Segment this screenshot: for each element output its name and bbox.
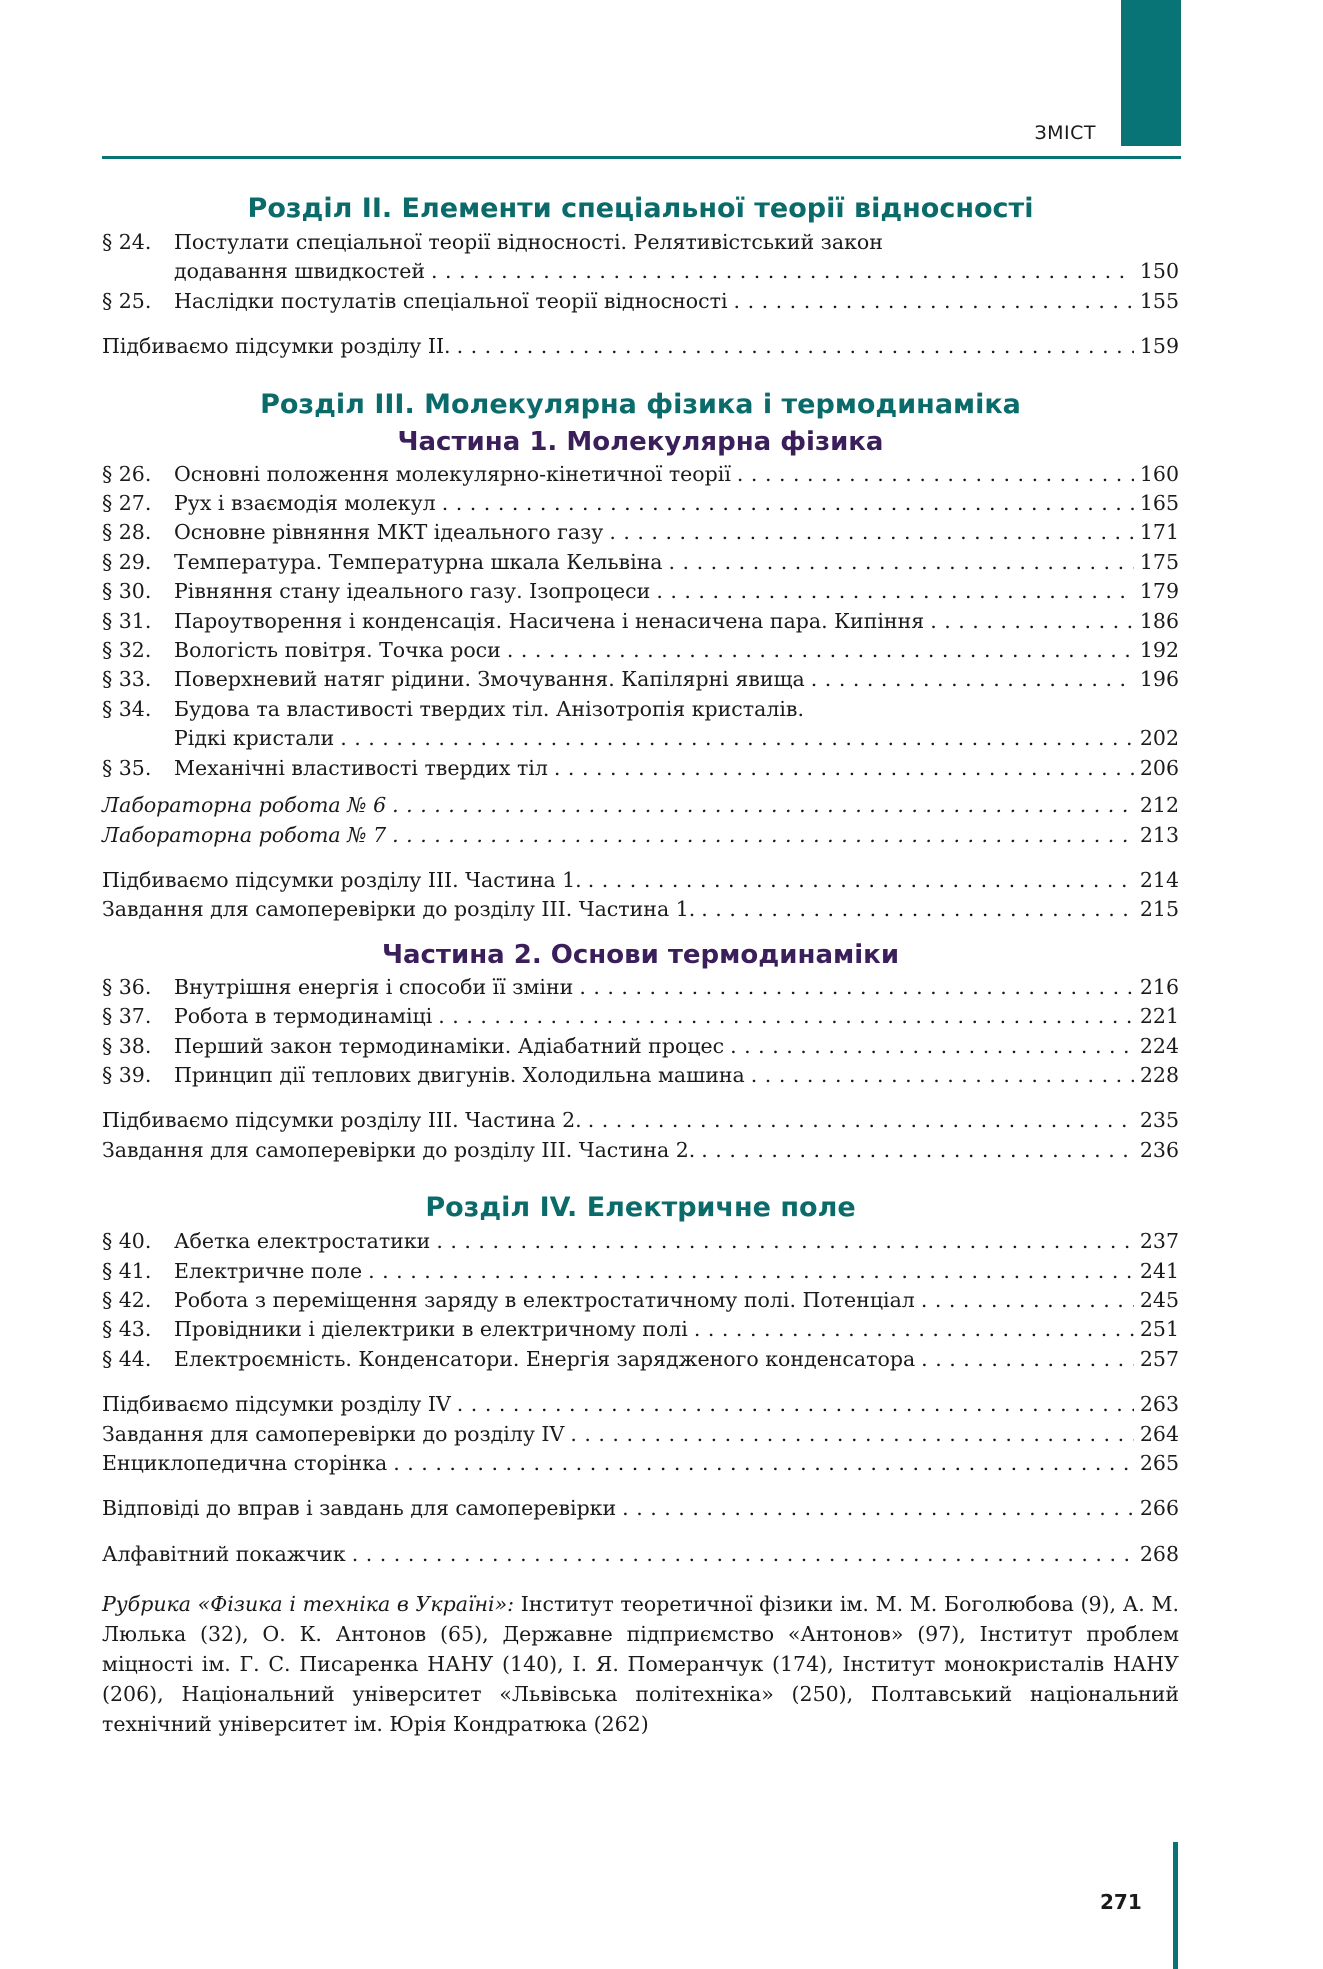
entry-page: 221	[1139, 1004, 1179, 1029]
leader-dots	[811, 665, 1134, 694]
entry-page: 241	[1139, 1258, 1179, 1283]
header-accent-tab	[1121, 0, 1181, 146]
leader-dots	[457, 1390, 1134, 1419]
page-number: 271	[1100, 1890, 1142, 1914]
entry-number: § 41.	[102, 1258, 152, 1283]
toc-entry-answers[interactable]	[102, 1494, 1179, 1523]
entry-page: 186	[1139, 608, 1179, 633]
leader-dots	[431, 257, 1134, 286]
entry-page: 228	[1139, 1062, 1179, 1087]
entry-page: 251	[1139, 1317, 1179, 1342]
leader-dots	[930, 607, 1134, 636]
entry-page: 236	[1139, 1137, 1179, 1162]
toc-entry-index[interactable]	[102, 1540, 1179, 1569]
entry-page: 237	[1139, 1229, 1179, 1254]
entry-number: § 29.	[102, 549, 152, 574]
toc-entry-33[interactable]	[102, 665, 1179, 694]
section-2-title: Розділ ІІ. Елементи спеціальної теорії відносності	[247, 193, 1034, 224]
toc-entry-36[interactable]	[102, 973, 1179, 1002]
leader-dots	[656, 577, 1134, 606]
toc-entry-lab-6[interactable]	[102, 791, 1179, 820]
toc-entry-sum-3-1[interactable]	[102, 866, 1179, 895]
entry-title: Будова та властивості твердих тіл. Анізотропія кристалів.	[174, 696, 804, 721]
leader-dots	[368, 1257, 1134, 1286]
toc-entry-38[interactable]	[102, 1032, 1179, 1061]
entry-page: 235	[1139, 1108, 1179, 1133]
toc-entry-28[interactable]	[102, 518, 1179, 547]
entry-number: § 32.	[102, 638, 152, 663]
rubric-lead: Рубрика «Фізика і техніка в Україні»:	[102, 1592, 515, 1617]
leader-dots	[507, 636, 1134, 665]
entry-title: Відповіді до вправ і завдань для самоперевірки	[102, 1496, 617, 1521]
rubric-paragraph	[102, 1589, 1179, 1739]
entry-number: § 24.	[102, 230, 152, 254]
entry-title: Механічні властивості твердих тіл	[174, 755, 548, 780]
part-1-title: Частина 1. Молекулярна фізика	[397, 426, 884, 457]
entry-title: Електроємність. Конденсатори. Енергія зарядженого конденсатора	[174, 1346, 916, 1371]
entry-number: § 44.	[102, 1346, 152, 1371]
entry-title: Внутрішня енергія і способи її зміни	[174, 974, 574, 999]
leader-dots	[669, 548, 1134, 577]
entry-title: Енциклопедична сторінка	[102, 1451, 388, 1475]
entry-number: § 39.	[102, 1062, 152, 1087]
leader-dots	[340, 724, 1134, 753]
entry-number: § 34.	[102, 696, 152, 721]
leader-dots	[457, 332, 1134, 361]
entry-page: 150	[1139, 259, 1179, 284]
entry-title: Рівняння стану ідеального газу. Ізопроцеси	[174, 579, 651, 604]
toc-entry-27[interactable]	[102, 489, 1179, 518]
toc-entry-35[interactable]	[102, 754, 1179, 783]
entry-title: Рух і взаємодія молекул	[174, 491, 436, 516]
entry-title: Пароутворення і конденсація. Насичена і ненасичена пара. Кипіння	[174, 608, 925, 633]
leader-dots	[588, 866, 1134, 895]
entry-page: 216	[1139, 974, 1179, 999]
leader-dots	[588, 1106, 1134, 1135]
entry-page: 224	[1139, 1033, 1179, 1058]
entry-page: 192	[1139, 638, 1179, 663]
leader-dots	[554, 754, 1134, 783]
toc-entry-test-3-1[interactable]	[102, 895, 1179, 924]
entry-title: Принцип дії теплових двигунів. Холодильна машина	[174, 1062, 745, 1087]
leader-dots	[737, 460, 1134, 489]
entry-page: 215	[1139, 897, 1179, 922]
leader-dots	[694, 1315, 1134, 1344]
entry-number: § 36.	[102, 974, 152, 999]
toc-entry-44[interactable]	[102, 1345, 1179, 1374]
entry-number: § 33.	[102, 667, 152, 692]
entry-title: Робота в термодинаміці	[174, 1004, 433, 1029]
toc-entry-34-cont[interactable]	[102, 724, 1179, 753]
toc-entry-29[interactable]	[102, 548, 1179, 577]
entry-number: § 31.	[102, 608, 152, 633]
entry-number: § 35.	[102, 755, 152, 780]
toc-entry-32[interactable]	[102, 636, 1179, 665]
leader-dots	[392, 791, 1134, 820]
entry-number: § 37.	[102, 1004, 152, 1029]
entry-title: Вологість повітря. Точка роси	[174, 638, 501, 663]
entry-number: § 28.	[102, 520, 152, 545]
entry-title: Лабораторна робота № 7	[102, 822, 387, 847]
toc-entry-test-3-2[interactable]	[102, 1136, 1179, 1165]
entry-number: § 40.	[102, 1229, 152, 1254]
entry-page: 214	[1139, 867, 1179, 892]
entry-page: 206	[1139, 755, 1179, 780]
leader-dots	[701, 895, 1134, 924]
entry-title: Електричне поле	[174, 1258, 363, 1283]
entry-page: 266	[1139, 1496, 1179, 1521]
entry-title: Завдання для самоперевірки до розділу ІІІ. Частина 2.	[102, 1137, 696, 1162]
entry-page: 171	[1139, 520, 1179, 545]
toc-entry-40[interactable]	[102, 1227, 1179, 1256]
toc-entry-24-cont[interactable]	[102, 257, 1179, 286]
toc-entry-42[interactable]	[102, 1286, 1179, 1315]
toc-entry-sum-4[interactable]	[102, 1390, 1179, 1419]
leader-dots	[609, 518, 1134, 547]
entry-page: 159	[1139, 334, 1179, 359]
toc-entry-39[interactable]	[102, 1061, 1179, 1090]
toc-entry-34[interactable]	[102, 695, 1179, 724]
entry-title: Температура. Температурна шкала Кельвіна	[174, 549, 663, 574]
entry-number: § 26.	[102, 461, 152, 486]
leader-dots	[730, 1032, 1134, 1061]
entry-title: Перший закон термодинаміки. Адіабатний процес	[174, 1033, 725, 1058]
entry-number: § 42.	[102, 1287, 152, 1312]
entry-title: Наслідки постулатів спеціальної теорії відносності	[174, 288, 728, 313]
entry-title: Провідники і діелектрики в електричному полі	[174, 1317, 688, 1342]
leader-dots	[734, 287, 1134, 316]
leader-dots	[352, 1540, 1134, 1569]
entry-page: 212	[1139, 793, 1179, 818]
entry-number: § 25.	[102, 288, 152, 313]
entry-page: 196	[1139, 667, 1179, 692]
rubric-body: Інститут теоретичної фізики ім. М. М. Боголюбова (9), А. М. Люлька (32), О. К. Антонов (65), Державне підприємство «Антонов» (97), Інститут проблем міцності ім. Г. С. Писаренка НАНУ (140), І. Я. Померанчук (174), Інститут монокристалів НАНУ (206), Національний університет «Львівська політехніка» (250), Полтавський національний технічний університет ім. Юрія Кондратюка (262)	[102, 1592, 1179, 1737]
leader-dots	[436, 1227, 1134, 1256]
leader-dots	[622, 1494, 1134, 1523]
toc-entry-26[interactable]	[102, 460, 1179, 489]
toc-entry-sum-2[interactable]	[102, 332, 1179, 361]
entry-page: 265	[1139, 1451, 1179, 1475]
entry-page: 179	[1139, 579, 1179, 604]
leader-dots	[921, 1345, 1134, 1374]
part-2-title: Частина 2. Основи термодинаміки	[381, 939, 900, 970]
entry-page: 160	[1139, 461, 1179, 486]
entry-page: 155	[1139, 288, 1179, 313]
leader-dots	[751, 1061, 1134, 1090]
entry-page: 213	[1139, 822, 1179, 847]
entry-page: 268	[1139, 1541, 1179, 1566]
toc-entry-test-4[interactable]	[102, 1420, 1179, 1449]
entry-title: Лабораторна робота № 6	[102, 793, 387, 818]
entry-title: Завдання для самоперевірки до розділу IV	[102, 1421, 565, 1446]
entry-number: § 27.	[102, 491, 152, 516]
leader-dots	[442, 489, 1134, 518]
entry-title: Підбиваємо підсумки розділу ІІ.	[102, 334, 451, 359]
entry-title: Підбиваємо підсумки розділу ІІІ. Частина 2.	[102, 1108, 582, 1133]
table-of-contents	[102, 190, 1179, 1760]
entry-title: Постулати спеціальної теорії відносності. Релятивістський закон	[174, 230, 883, 254]
entry-page: 245	[1139, 1287, 1179, 1312]
leader-dots	[392, 821, 1134, 850]
entry-page: 263	[1139, 1392, 1179, 1417]
section-4-title: Розділ IV. Електричне поле	[425, 1192, 856, 1224]
toc-entry-30[interactable]	[102, 577, 1179, 606]
toc-entry-25[interactable]	[102, 287, 1179, 316]
toc-entry-sum-3-2[interactable]	[102, 1106, 1179, 1135]
entry-page: 175	[1139, 549, 1179, 574]
leader-dots	[579, 973, 1134, 1002]
entry-title: Рідкі кристали	[174, 726, 335, 751]
entry-title: Основні положення молекулярно-кінетичної теорії	[174, 461, 731, 486]
entry-page: 257	[1139, 1346, 1179, 1371]
toc-entry-encyclopedia[interactable]	[102, 1449, 1179, 1478]
entry-page: 165	[1139, 491, 1179, 516]
toc-entry-lab-7[interactable]	[102, 821, 1179, 850]
entry-title: Основне рівняння МКТ ідеального газу	[174, 520, 604, 545]
entry-number: § 43.	[102, 1317, 152, 1342]
entry-number: § 38.	[102, 1033, 152, 1058]
entry-title: Робота з переміщення заряду в електростатичному полі. Потенціал	[174, 1287, 915, 1312]
toc-entry-43[interactable]	[102, 1315, 1179, 1344]
entry-number: § 30.	[102, 579, 152, 604]
section-3-title: Розділ ІІІ. Молекулярна фізика і термодинаміка	[260, 388, 1021, 420]
running-header: ЗМІСТ	[1034, 122, 1096, 144]
leader-dots	[921, 1286, 1134, 1315]
toc-entry-37[interactable]	[102, 1002, 1179, 1031]
entry-title: Завдання для самоперевірки до розділу ІІІ. Частина 1.	[102, 897, 696, 922]
toc-entry-24[interactable]	[102, 228, 1179, 257]
header-rule	[102, 156, 1181, 159]
entry-page: 264	[1139, 1421, 1179, 1446]
entry-title: Алфавітний покажчик	[102, 1541, 346, 1566]
entry-title: додавання швидкостей	[174, 259, 426, 284]
toc-entry-41[interactable]	[102, 1257, 1179, 1286]
entry-title: Підбиваємо підсумки розділу ІІІ. Частина 1.	[102, 867, 582, 892]
entry-title: Абетка електростатики	[174, 1229, 431, 1254]
toc-entry-31[interactable]	[102, 607, 1179, 636]
leader-dots	[393, 1449, 1134, 1478]
leader-dots	[701, 1136, 1134, 1165]
leader-dots	[438, 1002, 1134, 1031]
entry-page: 202	[1139, 726, 1179, 751]
entry-title: Поверхневий натяг рідини. Змочування. Капілярні явища	[174, 667, 805, 692]
leader-dots	[570, 1420, 1134, 1449]
page-number-bar	[1173, 1842, 1178, 1969]
entry-title: Підбиваємо підсумки розділу IV	[102, 1392, 451, 1417]
